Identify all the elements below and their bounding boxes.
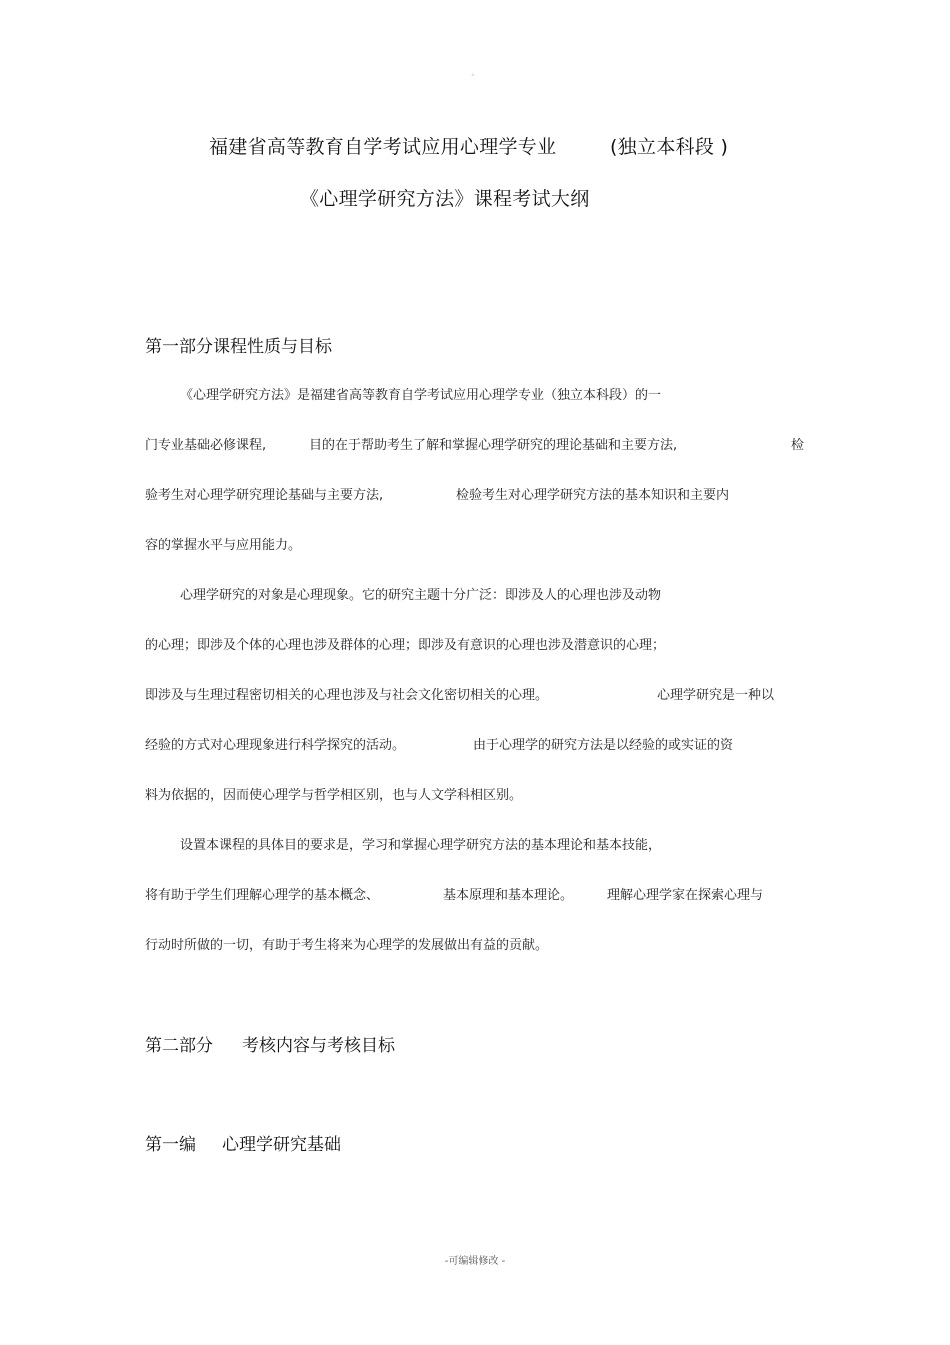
para1-line2b: 目的在于帮助考生了解和掌握心理学研究的理论基础和主要方法,	[309, 438, 678, 453]
para1-line1: 《心理学研究方法》是福建省高等教育自学考试应用心理学专业（独立本科段）的一	[180, 388, 662, 403]
page-footer: -可编辑修改 -	[444, 1256, 506, 1267]
para1-line2a: 门专业基础必修课程,	[145, 438, 267, 453]
para1-line3a: 验考生对心理学研究理论基础与主要方法,	[145, 488, 384, 503]
part1-heading: 第一部分课程性质与目标	[145, 337, 332, 357]
para2-line3a: 即涉及与生理过程密切相关的心理也涉及与社会文化密切相关的心理。	[145, 688, 549, 703]
para3-line2a: 将有助于学生们理解心理学的基本概念、	[145, 888, 380, 903]
para1-line4: 容的掌握水平与应用能力。	[145, 538, 302, 553]
part2-heading-title: 考核内容与考核目标	[242, 1036, 395, 1056]
section1-heading-label: 第一编	[145, 1135, 196, 1155]
para3-line2b: 基本原理和基本理论。	[443, 888, 574, 903]
para3-line2c: 理解心理学家在探索心理与	[607, 888, 764, 903]
para1-line2c: 检	[791, 438, 805, 453]
title-line1-main: 福建省高等教育自学考试应用心理学专业	[209, 136, 557, 158]
para1-line3b: 检验考生对心理学研究方法的基本知识和主要内	[456, 488, 730, 503]
part2-heading-label: 第二部分	[145, 1036, 213, 1056]
para2-line5: 料为依据的，因而使心理学与哲学相区别，也与人文学科相区别。	[145, 788, 523, 803]
para3-line1: 设置本课程的具体目的要求是，学习和掌握心理学研究方法的基本理论和基本技能，	[180, 838, 662, 853]
para2-line4a: 经验的方式对心理现象进行科学探究的活动。	[145, 738, 406, 753]
top-mark: 。	[471, 69, 479, 77]
section1-heading-title: 心理学研究基础	[222, 1135, 341, 1155]
title-line1-paren: (独立本科段 )	[610, 136, 729, 158]
para2-line1: 心理学研究的对象是心理现象。它的研究主题十分广泛：即涉及人的心理也涉及动物	[180, 588, 662, 603]
para2-line2: 的心理；即涉及个体的心理也涉及群体的心理；即涉及有意识的心理也涉及潜意识的心理；	[145, 638, 666, 653]
para2-line3b: 心理学研究是一种以	[657, 688, 775, 703]
title-line2: 《心理学研究方法》课程考试大纲	[300, 188, 590, 210]
para3-line3: 行动时所做的一切，有助于考生将来为心理学的发展做出有益的贡献。	[145, 938, 549, 953]
para2-line4b: 由于心理学的研究方法是以经验的或实证的资	[473, 738, 734, 753]
